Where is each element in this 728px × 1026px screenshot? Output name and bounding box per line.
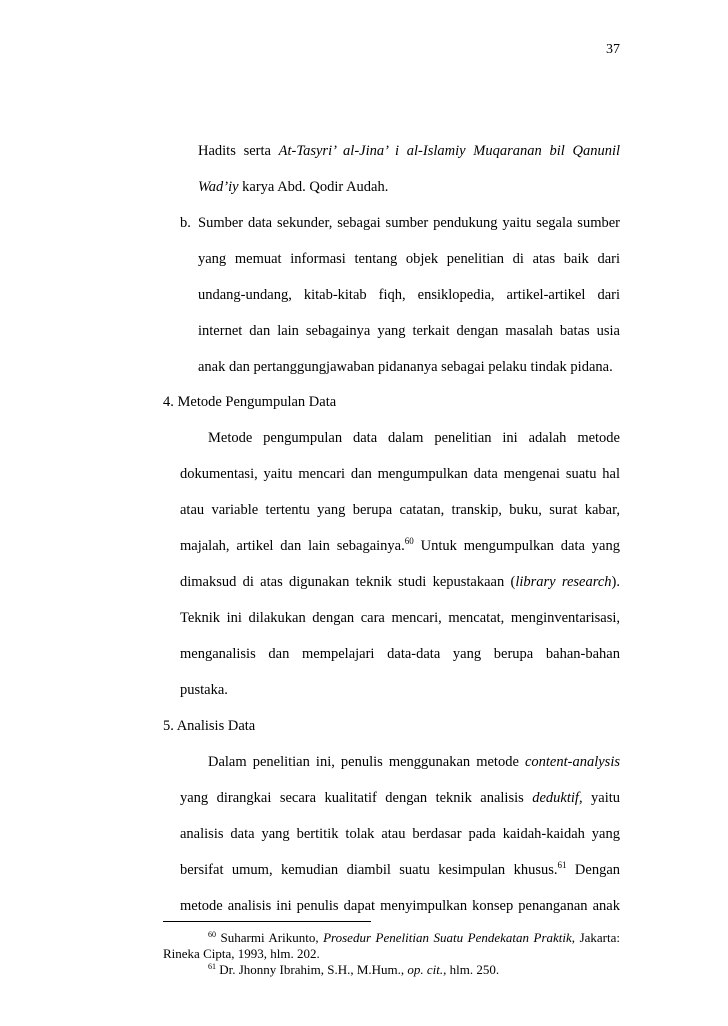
- section-4-line-5-end: ).: [611, 574, 620, 590]
- section-4-line-5-text: dimaksud di atas digunakan teknik studi kepustakaan (: [180, 574, 516, 590]
- section-5-line-5: metode analisis ini penulis dapat menyimpulkan konsep penanganan anak: [180, 898, 620, 914]
- item-a-book-title: At-Tasyri’ al-Jina’ i al-Islamiy Muqaranan bil Qanunil: [278, 143, 621, 159]
- section-5-line-3: analisis data yang bertitik tolak atau berdasar pada kaidah-kaidah yang: [180, 826, 620, 842]
- section-4-line-6: Teknik ini dilakukan dengan cara mencari, mencatat, menginventarisasi,: [180, 610, 620, 626]
- section-5-line-1-text: Dalam penelitian ini, penulis menggunakan metode: [208, 754, 525, 770]
- section-4-line-7: menganalisis dan mempelajari data-data yang berupa bahan-bahan: [180, 646, 620, 662]
- footnote-60-place: , Jakarta:: [571, 930, 620, 945]
- footnote-60-line-2: Rineka Cipta, 1993, hlm. 202.: [163, 946, 320, 961]
- section-4-line-5: [180, 573, 620, 591]
- item-b-marker: b.: [180, 215, 191, 231]
- item-b-line-3: undang-undang, kitab-kitab fiqh, ensiklopedia, artikel-artikel dari: [198, 287, 620, 303]
- footnote-60-number: 60: [208, 930, 216, 939]
- footnote-60-title: Prosedur Penelitian Suatu Pendekatan Praktik: [323, 930, 572, 945]
- item-a-book-title-end: Wad’iy: [198, 179, 239, 195]
- section-5-line-2-text: yang dirangkai secara kualitatif dengan teknik analisis: [180, 790, 533, 806]
- footnote-61-author: Dr. Jhonny Ibrahim, S.H., M.Hum.,: [216, 962, 408, 977]
- section-4-line-3: atau variable tertentu yang berupa catatan, transkip, buku, surat kabar,: [180, 502, 620, 518]
- section-5-heading: 5. Analisis Data: [163, 718, 256, 734]
- item-b-line-1: Sumber data sekunder, sebagai sumber pendukung yaitu segala sumber: [198, 215, 620, 231]
- section-5-line-4-text: bersifat umum, kemudian diambil suatu kesimpulan khusus.: [180, 862, 558, 878]
- footnote-ref-60[interactable]: 60: [404, 536, 414, 546]
- footnote-61-page: , hlm. 250.: [443, 962, 500, 977]
- section-4-line-4: [180, 537, 620, 555]
- section-4-heading: 4. Metode Pengumpulan Data: [163, 394, 337, 410]
- footnote-60-author: Suharmi Arikunto,: [216, 930, 324, 945]
- item-a-continuation-line-1: [198, 142, 620, 160]
- section-5-line-2: [180, 789, 620, 807]
- page-number: 37: [606, 42, 620, 57]
- section-4-line-2: dokumentasi, yaitu mencari dan mengumpulkan data mengenai suatu hal: [180, 466, 620, 482]
- item-a-text: Hadits serta: [198, 143, 279, 159]
- section-5-line-1: [208, 753, 620, 771]
- item-b-line-2: yang memuat informasi tentang objek penelitian di atas baik dari: [198, 251, 620, 267]
- footnote-separator: [163, 921, 371, 922]
- item-a-author: karya Abd. Qodir Audah.: [238, 179, 389, 195]
- footnote-61-number: 61: [208, 962, 216, 971]
- footnote-61: [208, 962, 499, 978]
- section-4-line-1: Metode pengumpulan data dalam penelitian ini adalah metode: [208, 430, 620, 446]
- footnote-61-opcit: op. cit.: [407, 962, 444, 977]
- section-5-line-4: [180, 861, 620, 879]
- section-4-line-4-text-end: Untuk mengumpulkan data yang: [413, 538, 620, 554]
- item-b-line-4: internet dan lain sebagainya yang terkait dengan masalah batas usia: [198, 323, 620, 339]
- footnote-ref-61[interactable]: 61: [557, 860, 567, 870]
- section-4-line-4-text: majalah, artikel dan lain sebagainya.: [180, 538, 405, 554]
- item-a-continuation-line-2: [198, 178, 388, 196]
- section-5-line-4-end: Dengan: [566, 862, 621, 878]
- section-4-term: library research: [515, 574, 612, 590]
- section-5-line-2-end: , yaitu: [578, 790, 620, 806]
- footnote-60-line-1: [208, 930, 620, 946]
- section-5-deductive-term: deduktif: [532, 790, 579, 806]
- section-4-line-8: pustaka.: [180, 682, 228, 698]
- section-5-method-term: content-analysis: [524, 754, 620, 770]
- item-b-line-5: anak dan pertanggungjawaban pidananya sebagai pelaku tindak pidana.: [198, 359, 613, 375]
